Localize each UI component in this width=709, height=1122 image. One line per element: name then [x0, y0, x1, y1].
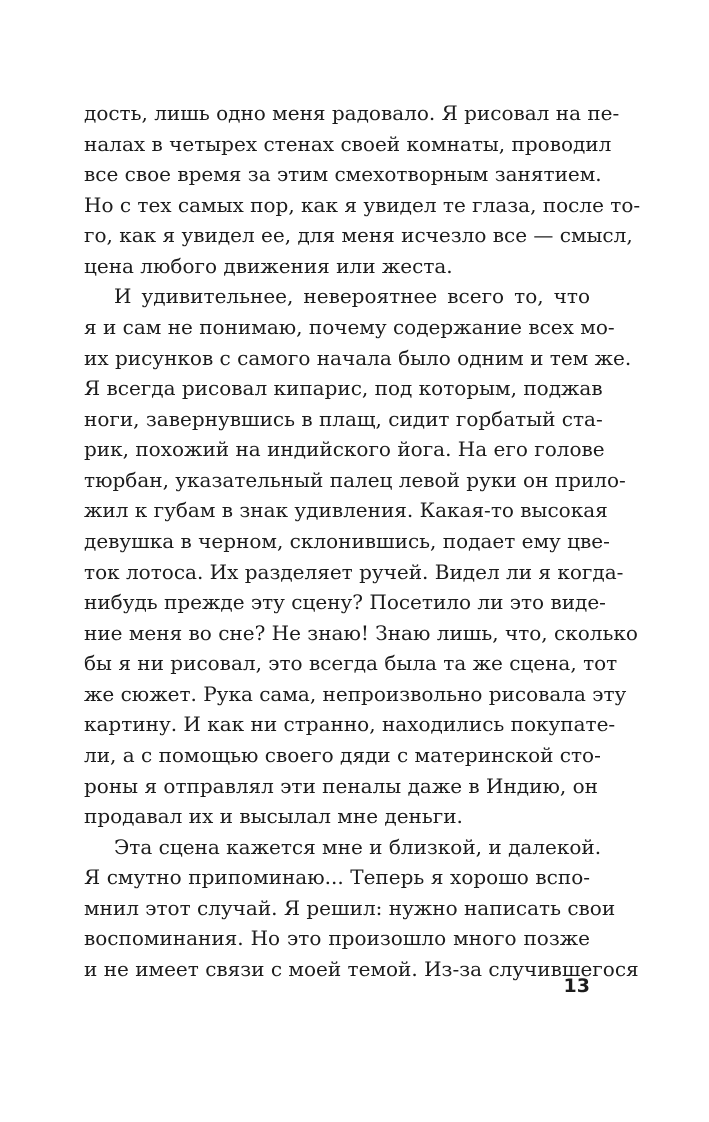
text-line: же сюжет. Рука сама, непроизвольно рисовала эту	[84, 682, 627, 706]
text-line: продавал их и высылал мне деньги.	[84, 804, 463, 828]
paragraph-first-line: И удивительнее, невероятнее всего то, что	[114, 284, 590, 308]
text-line: бы я ни рисовал, это всегда была та же сцена, тот	[84, 651, 618, 675]
text-line: ток лотоса. Их разделяет ручей. Видел ли я когда-	[84, 560, 624, 584]
text-line: налах в четырех стенах своей комнаты, проводил	[84, 132, 612, 156]
text-line: я и сам не понимаю, почему содержание всех мо-	[84, 315, 615, 339]
text-line: ли, а с помощью своего дяди с материнской сто-	[84, 743, 601, 767]
text-line: ние меня во сне? Не знаю! Знаю лишь, что, сколько	[84, 621, 638, 645]
text-line: воспоминания. Но это произошло много позже	[84, 926, 590, 950]
text-line: девушка в черном, склонившись, подает ему цве-	[84, 529, 610, 553]
text-line: дость, лишь одно меня радовало. Я рисовал на пе-	[84, 101, 620, 125]
text-line: Я смутно припоминаю... Теперь я хорошо вспо-	[84, 865, 590, 889]
text-line: роны я отправлял эти пеналы даже в Индию, он	[84, 774, 598, 798]
text-line: их рисунков с самого начала было одним и тем же.	[84, 346, 632, 370]
text-line: и не имеет связи с моей темой. Из-за случившегося	[84, 957, 639, 981]
page-number: 13	[563, 975, 590, 997]
text-line: жил к губам в знак удивления. Какая-то высокая	[84, 498, 608, 522]
text-line: цена любого движения или жеста.	[84, 254, 453, 278]
text-line: мнил этот случай. Я решил: нужно написать свои	[84, 896, 616, 920]
text-line: го, как я увидел ее, для меня исчезло все — смысл,	[84, 223, 633, 247]
text-line: тюрбан, указательный палец левой руки он прило-	[84, 468, 626, 492]
text-line: ноги, завернувшись в плащ, сидит горбатый ста-	[84, 407, 603, 431]
text-line: нибудь прежде эту сцену? Посетило ли это виде-	[84, 590, 606, 614]
text-line: Но с тех самых пор, как я увидел те глаза, после то-	[84, 193, 641, 217]
text-line: все свое время за этим смехотворным занятием.	[84, 162, 602, 186]
paragraph-first-line: Эта сцена кажется мне и близкой, и далекой.	[114, 835, 602, 859]
text-line: картину. И как ни странно, находились покупате-	[84, 712, 616, 736]
text-line: рик, похожий на индийского йога. На его голове	[84, 437, 605, 461]
text-line: Я всегда рисовал кипарис, под которым, поджав	[84, 376, 603, 400]
